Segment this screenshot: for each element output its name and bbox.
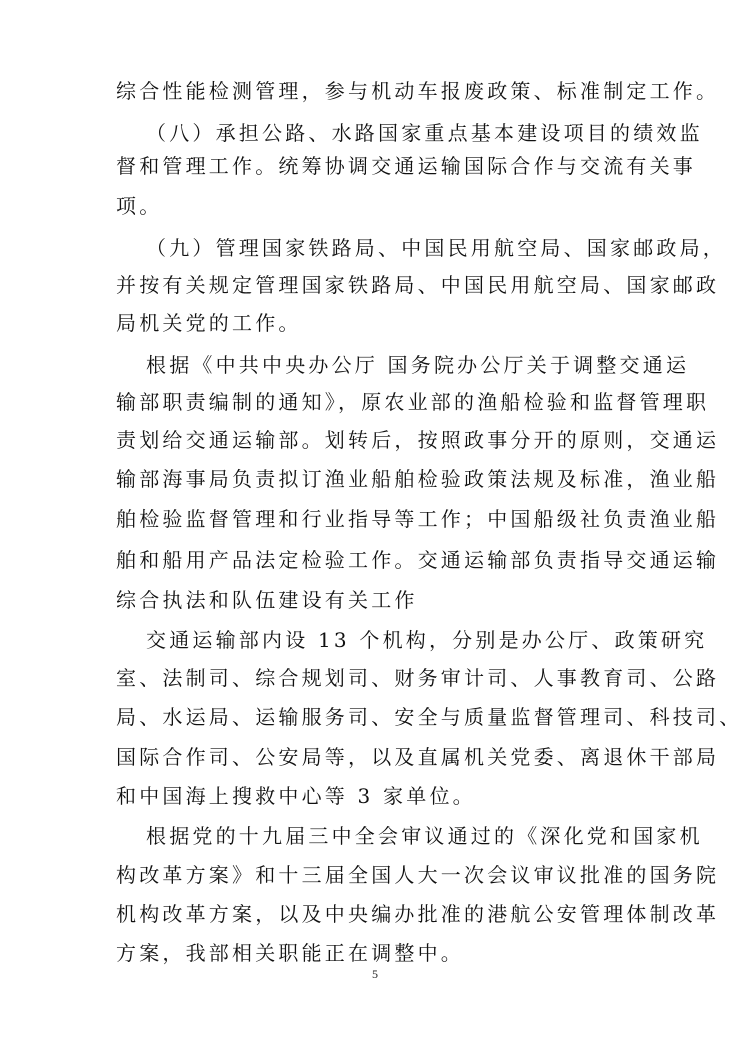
body-text-line: 交通运输部内设 13 个机构，分别是办公厅、政策研究 [146,628,708,652]
body-text-line: 构改革方案》和十三届全国人大一次会议审议批准的国务院 [116,863,720,887]
body-text-line: 方案，我部相关职能正在调整中。 [116,941,464,965]
body-text-line: 输部职责编制的通知》，原农业部的渔船检验和监督管理职 [116,390,710,414]
body-text-line: （八）承担公路、水路国家重点基本建设项目的绩效监 [146,121,703,145]
body-text-line: 和中国海上搜救中心等 3 家单位。 [116,784,476,808]
body-text-line: 并按有关规定管理国家铁路局、中国民用航空局、国家邮政 [116,273,720,297]
page-number: 5 [372,967,378,981]
body-text-line: 局机关党的工作。 [116,311,302,335]
body-text-line: 国际合作司、公安局等，以及直属机关党委、离退休干部局 [116,745,720,769]
body-text-line: 根据《中共中央办公厅 国务院办公厅关于调整交通运 [146,353,690,377]
body-text-line: 室、法制司、综合规划司、财务审计司、人事教育司、公路 [116,666,720,690]
body-text-line: 输部海事局负责拟订渔业船舶检验政策法规及标准，渔业船 [116,467,720,491]
body-text-line: 舶检验监督管理和行业指导等工作；中国船级社负责渔业船 [116,507,720,531]
body-text-line: 督和管理工作。统筹协调交通运输国际合作与交流有关事 [116,154,696,178]
body-text-line: 综合性能检测管理，参与机动车报废政策、标准制定工作。 [116,79,720,103]
body-text-line: 舶和船用产品法定检验工作。交通运输部负责指导交通运输 [116,548,720,572]
body-text-line: 项。 [116,194,163,218]
body-text-line: 根据党的十九届三中全会审议通过的《深化党和国家机 [146,824,703,848]
body-text-line: （九）管理国家铁路局、中国民用航空局、国家邮政局， [146,236,726,260]
body-text-line: 责划给交通运输部。划转后，按照政事分开的原则，交通运 [116,428,720,452]
body-text-line: 机构改革方案，以及中央编办批准的港航公安管理体制改革 [116,902,720,926]
body-text-line: 综合执法和队伍建设有关工作 [116,588,418,612]
body-text-line: 局、水运局、运输服务司、安全与质量监督管理司、科技司、 [116,705,743,729]
